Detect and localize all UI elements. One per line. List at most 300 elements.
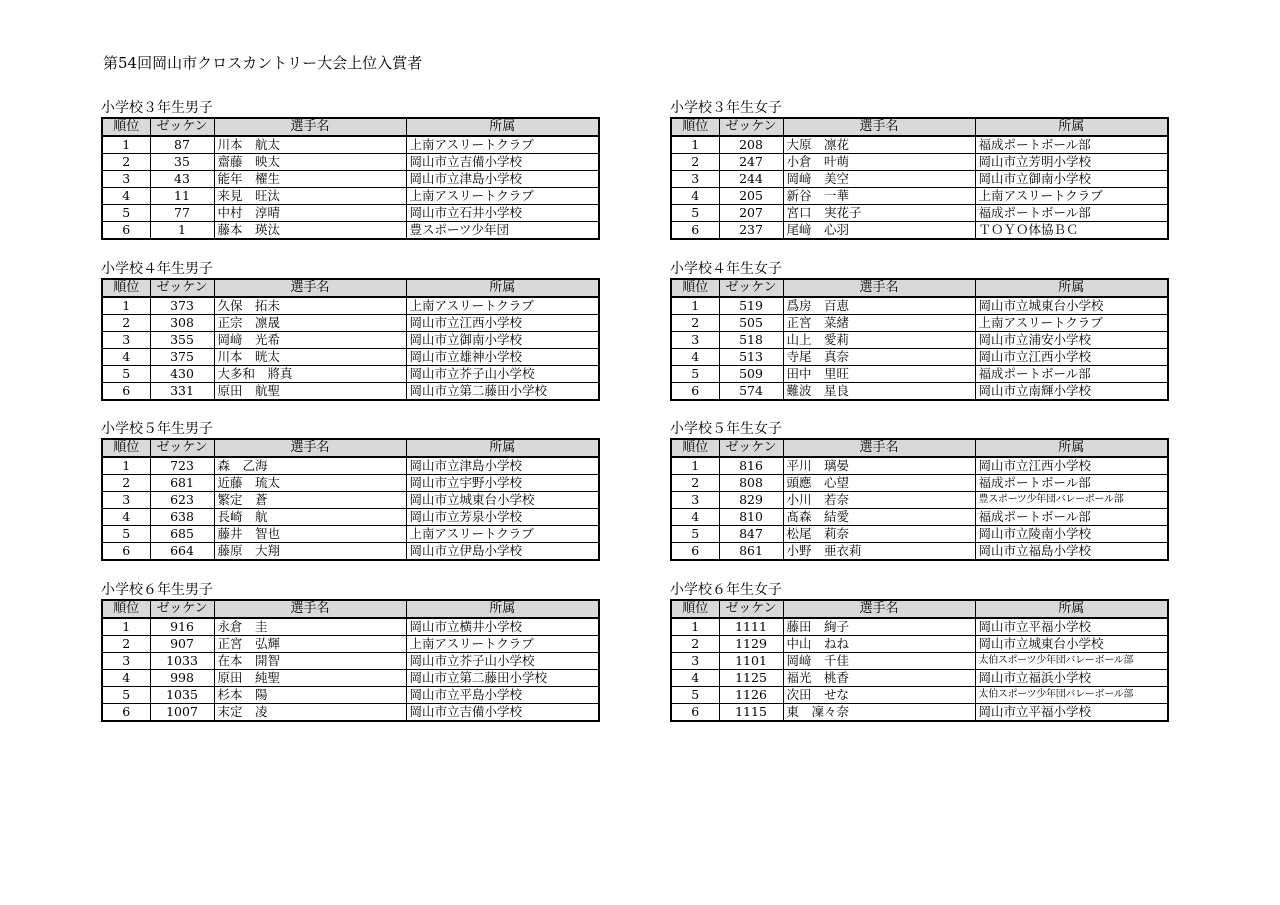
table-row [102,636,599,653]
name-cell: 川本 晄太 [214,349,406,366]
name-cell: 難波 星良 [783,383,975,401]
team-cell: 岡山市立城東台小学校 [975,636,1168,653]
column-header-name: 選手名 [783,600,975,618]
table-row [671,618,1168,636]
rank-cell: 5 [671,366,719,383]
name-cell: 森 乙海 [214,457,406,475]
rank-cell: 5 [102,205,150,222]
bib-cell: 1115 [719,704,783,722]
table-row [102,349,599,366]
bib-cell: 1007 [150,704,214,722]
name-cell: 大原 凛花 [783,136,975,154]
team-cell: 岡山市立江西小学校 [975,457,1168,475]
table-row [102,670,599,687]
name-cell: 岡﨑 光希 [214,332,406,349]
table-row [671,636,1168,653]
rank-cell: 1 [671,136,719,154]
team-cell: 岡山市立津島小学校 [406,457,599,475]
table-row [102,188,599,205]
column-header-rank: 順位 [671,118,719,136]
rank-cell: 5 [671,205,719,222]
bib-cell: 519 [719,297,783,315]
team-cell: 上南アスリートクラブ [406,188,599,205]
category-title: 小学校３年生女子 [670,100,782,116]
name-cell: 在本 開智 [214,653,406,670]
bib-cell: 513 [719,349,783,366]
team-cell: 岡山市立芳泉小学校 [406,509,599,526]
team-cell: 岡山市立福島小学校 [975,543,1168,561]
table-header-row [671,118,1168,136]
column-header-bib: ゼッケン [150,600,214,618]
bib-cell: 1101 [719,653,783,670]
name-cell: 正宮 菜緒 [783,315,975,332]
team-cell: 上南アスリートクラブ [406,136,599,154]
table-header-row [102,118,599,136]
team-cell: 岡山市立吉備小学校 [406,154,599,171]
table-row [671,509,1168,526]
rank-cell: 6 [671,222,719,240]
table-row [671,154,1168,171]
bib-cell: 43 [150,171,214,188]
rank-cell: 2 [102,315,150,332]
result-block [670,100,1167,240]
rank-cell: 4 [671,670,719,687]
table-row [671,526,1168,543]
table-row [671,171,1168,188]
team-cell: 岡山市立第二藤田小学校 [406,670,599,687]
column-header-rank: 順位 [671,279,719,297]
table-header-row [102,279,599,297]
rank-cell: 3 [671,653,719,670]
rank-cell: 1 [102,457,150,475]
name-cell: 東 凜々奈 [783,704,975,722]
bib-cell: 373 [150,297,214,315]
team-cell: 福成ポートボール部 [975,136,1168,154]
name-cell: 中山 ねね [783,636,975,653]
category-title: 小学校５年生男子 [101,421,213,437]
rank-cell: 4 [102,188,150,205]
name-cell: 正宮 弘輝 [214,636,406,653]
rank-cell: 2 [102,154,150,171]
rank-cell: 5 [671,526,719,543]
name-cell: 小倉 叶萌 [783,154,975,171]
name-cell: 山上 愛莉 [783,332,975,349]
result-block [670,261,1167,401]
team-cell: 岡山市立雄神小学校 [406,349,599,366]
table-row [102,383,599,401]
bib-cell: 829 [719,492,783,509]
rank-cell: 4 [671,188,719,205]
team-cell: 豊スポーツ少年団バレーボール部 [975,492,1168,509]
rank-cell: 1 [102,618,150,636]
table-row [671,670,1168,687]
column-header-team: 所属 [406,279,599,297]
name-cell: 来見 旺汰 [214,188,406,205]
team-cell: 岡山市立宇野小学校 [406,475,599,492]
bib-cell: 808 [719,475,783,492]
team-cell: 岡山市立平福小学校 [975,704,1168,722]
table-row [102,297,599,315]
table-row [671,205,1168,222]
table-row [102,366,599,383]
team-cell: 上南アスリートクラブ [975,188,1168,205]
rank-cell: 4 [102,509,150,526]
team-cell: 岡山市立横井小学校 [406,618,599,636]
table-header-row [102,600,599,618]
name-cell: 永倉 圭 [214,618,406,636]
table-row [102,136,599,154]
bib-cell: 87 [150,136,214,154]
team-cell: 岡山市立浦安小学校 [975,332,1168,349]
name-cell: 齋藤 映太 [214,154,406,171]
rank-cell: 4 [102,670,150,687]
results-table [670,438,1169,561]
column-header-bib: ゼッケン [150,439,214,457]
rank-cell: 5 [102,687,150,704]
table-header-row [671,439,1168,457]
rank-cell: 3 [671,171,719,188]
bib-cell: 1 [150,222,214,240]
name-cell: 藤井 智也 [214,526,406,543]
name-cell: 次田 せな [783,687,975,704]
bib-cell: 1126 [719,687,783,704]
table-row [671,222,1168,240]
name-cell: 中村 淳晴 [214,205,406,222]
team-cell: 福成ポートボール部 [975,205,1168,222]
bib-cell: 623 [150,492,214,509]
team-cell: 岡山市立城東台小学校 [406,492,599,509]
column-header-bib: ゼッケン [150,118,214,136]
table-header-row [671,279,1168,297]
name-cell: 原田 純聖 [214,670,406,687]
column-header-bib: ゼッケン [150,279,214,297]
rank-cell: 6 [102,222,150,240]
team-cell: 岡山市立福浜小学校 [975,670,1168,687]
bib-cell: 375 [150,349,214,366]
table-row [102,687,599,704]
bib-cell: 916 [150,618,214,636]
rank-cell: 4 [671,509,719,526]
bib-cell: 681 [150,475,214,492]
rank-cell: 3 [102,171,150,188]
rank-cell: 2 [671,315,719,332]
table-row [671,543,1168,561]
column-header-rank: 順位 [102,439,150,457]
column-header-team: 所属 [975,600,1168,618]
team-cell: 岡山市立平島小学校 [406,687,599,704]
team-cell: 福成ポートボール部 [975,509,1168,526]
name-cell: 福光 桃香 [783,670,975,687]
team-cell: 上南アスリートクラブ [406,526,599,543]
bib-cell: 205 [719,188,783,205]
team-cell: 上南アスリートクラブ [406,297,599,315]
column-header-bib: ゼッケン [719,439,783,457]
bib-cell: 308 [150,315,214,332]
table-row [671,383,1168,401]
bib-cell: 11 [150,188,214,205]
result-block [101,100,598,240]
team-cell: 上南アスリートクラブ [975,315,1168,332]
name-cell: 髙森 結愛 [783,509,975,526]
result-block [670,582,1167,722]
rank-cell: 1 [671,457,719,475]
bib-cell: 1033 [150,653,214,670]
table-row [102,526,599,543]
name-cell: 末定 凌 [214,704,406,722]
team-cell: 岡山市立芥子山小学校 [406,366,599,383]
bib-cell: 998 [150,670,214,687]
bib-cell: 847 [719,526,783,543]
column-header-rank: 順位 [102,600,150,618]
team-cell: 岡山市立江西小学校 [975,349,1168,366]
rank-cell: 6 [102,383,150,401]
column-header-team: 所属 [975,439,1168,457]
table-row [671,349,1168,366]
name-cell: 能年 櫂生 [214,171,406,188]
rank-cell: 2 [671,154,719,171]
bib-cell: 237 [719,222,783,240]
name-cell: 近藤 琉太 [214,475,406,492]
rank-cell: 2 [102,475,150,492]
category-title: 小学校５年生女子 [670,421,782,437]
result-block [101,421,598,561]
table-row [102,475,599,492]
name-cell: 頭應 心望 [783,475,975,492]
result-block [101,582,598,722]
team-cell: 岡山市立芳明小学校 [975,154,1168,171]
table-header-row [102,439,599,457]
bib-cell: 907 [150,636,214,653]
name-cell: 繁定 蒼 [214,492,406,509]
bib-cell: 35 [150,154,214,171]
name-cell: 宮口 実花子 [783,205,975,222]
bib-cell: 331 [150,383,214,401]
results-table [101,599,600,722]
results-table [670,278,1169,401]
table-row [102,492,599,509]
name-cell: 藤本 瑛汰 [214,222,406,240]
name-cell: 川本 航太 [214,136,406,154]
rank-cell: 6 [102,543,150,561]
team-cell: 岡山市立南輝小学校 [975,383,1168,401]
name-cell: 杉本 陽 [214,687,406,704]
table-header-row [671,600,1168,618]
column-header-name: 選手名 [783,118,975,136]
results-table [101,278,600,401]
category-title: 小学校３年生男子 [101,100,213,116]
category-title: 小学校６年生女子 [670,582,782,598]
team-cell: 岡山市立御南小学校 [975,171,1168,188]
name-cell: 新谷 一華 [783,188,975,205]
bib-cell: 77 [150,205,214,222]
table-row [671,188,1168,205]
name-cell: 原田 航聖 [214,383,406,401]
results-table [101,438,600,561]
team-cell: 岡山市立津島小学校 [406,171,599,188]
category-title: 小学校６年生男子 [101,582,213,598]
column-header-bib: ゼッケン [719,279,783,297]
bib-cell: 355 [150,332,214,349]
team-cell: 福成ポートボール部 [975,366,1168,383]
rank-cell: 1 [102,136,150,154]
name-cell: 小川 若奈 [783,492,975,509]
result-block [101,261,598,401]
table-row [671,315,1168,332]
team-cell: 太伯スポーツ少年団バレーボール部 [975,653,1168,670]
table-row [671,457,1168,475]
rank-cell: 2 [102,636,150,653]
rank-cell: 6 [671,704,719,722]
name-cell: 大多和 將真 [214,366,406,383]
results-table [101,117,600,240]
column-header-team: 所属 [975,279,1168,297]
name-cell: 久保 拓未 [214,297,406,315]
rank-cell: 5 [671,687,719,704]
team-cell: 岡山市立第二藤田小学校 [406,383,599,401]
bib-cell: 638 [150,509,214,526]
results-table [670,599,1169,722]
table-row [671,136,1168,154]
team-cell: 福成ポートボール部 [975,475,1168,492]
column-header-name: 選手名 [783,279,975,297]
bib-cell: 244 [719,171,783,188]
bib-cell: 518 [719,332,783,349]
name-cell: 爲房 百恵 [783,297,975,315]
rank-cell: 2 [671,475,719,492]
table-row [102,653,599,670]
team-cell: 豊スポーツ少年団 [406,222,599,240]
table-row [102,171,599,188]
table-row [671,366,1168,383]
rank-cell: 4 [102,349,150,366]
team-cell: 岡山市立平福小学校 [975,618,1168,636]
bib-cell: 861 [719,543,783,561]
bib-cell: 574 [719,383,783,401]
bib-cell: 723 [150,457,214,475]
column-header-name: 選手名 [214,600,406,618]
rank-cell: 3 [102,492,150,509]
bib-cell: 505 [719,315,783,332]
table-row [102,154,599,171]
rank-cell: 6 [671,543,719,561]
team-cell: 岡山市立吉備小学校 [406,704,599,722]
team-cell: 岡山市立江西小学校 [406,315,599,332]
column-header-team: 所属 [406,439,599,457]
rank-cell: 1 [671,618,719,636]
table-row [102,543,599,561]
table-row [671,687,1168,704]
rank-cell: 3 [102,332,150,349]
name-cell: 藤原 大翔 [214,543,406,561]
bib-cell: 430 [150,366,214,383]
category-title: 小学校４年生男子 [101,261,213,277]
team-cell: 岡山市立伊島小学校 [406,543,599,561]
category-title: 小学校４年生女子 [670,261,782,277]
column-header-team: 所属 [406,118,599,136]
table-row [102,457,599,475]
name-cell: 平川 璃晏 [783,457,975,475]
team-cell: 上南アスリートクラブ [406,636,599,653]
bib-cell: 1035 [150,687,214,704]
rank-cell: 3 [671,492,719,509]
bib-cell: 810 [719,509,783,526]
table-row [102,222,599,240]
column-header-name: 選手名 [214,279,406,297]
team-cell: 岡山市立石井小学校 [406,205,599,222]
table-row [102,509,599,526]
column-header-team: 所属 [406,600,599,618]
result-block [670,421,1167,561]
rank-cell: 5 [102,526,150,543]
team-cell: 太伯スポーツ少年団バレーボール部 [975,687,1168,704]
rank-cell: 6 [102,704,150,722]
bib-cell: 685 [150,526,214,543]
name-cell: 松尾 莉奈 [783,526,975,543]
results-table [670,117,1169,240]
table-row [671,653,1168,670]
column-header-bib: ゼッケン [719,600,783,618]
table-row [671,704,1168,722]
name-cell: 岡﨑 千佳 [783,653,975,670]
name-cell: 尾﨑 心羽 [783,222,975,240]
column-header-team: 所属 [975,118,1168,136]
name-cell: 寺尾 真奈 [783,349,975,366]
bib-cell: 208 [719,136,783,154]
team-cell: 岡山市立城東台小学校 [975,297,1168,315]
name-cell: 藤田 絢子 [783,618,975,636]
team-cell: ＴＯＹＯ体協ＢＣ [975,222,1168,240]
rank-cell: 4 [671,349,719,366]
bib-cell: 664 [150,543,214,561]
team-cell: 岡山市立芥子山小学校 [406,653,599,670]
rank-cell: 6 [671,383,719,401]
bib-cell: 247 [719,154,783,171]
bib-cell: 509 [719,366,783,383]
bib-cell: 816 [719,457,783,475]
column-header-name: 選手名 [214,439,406,457]
bib-cell: 1111 [719,618,783,636]
rank-cell: 1 [102,297,150,315]
bib-cell: 207 [719,205,783,222]
rank-cell: 2 [671,636,719,653]
table-row [102,315,599,332]
name-cell: 正宗 凛晟 [214,315,406,332]
column-header-name: 選手名 [214,118,406,136]
rank-cell: 1 [671,297,719,315]
table-row [671,475,1168,492]
column-header-bib: ゼッケン [719,118,783,136]
page-title: 第54回岡山市クロスカントリー大会上位入賞者 [103,54,423,72]
table-row [102,332,599,349]
column-header-rank: 順位 [102,279,150,297]
name-cell: 田中 里旺 [783,366,975,383]
table-row [102,618,599,636]
column-header-name: 選手名 [783,439,975,457]
bib-cell: 1125 [719,670,783,687]
table-row [671,332,1168,349]
table-row [102,205,599,222]
table-row [671,297,1168,315]
name-cell: 小野 亜衣莉 [783,543,975,561]
table-row [102,704,599,722]
rank-cell: 3 [671,332,719,349]
column-header-rank: 順位 [671,439,719,457]
team-cell: 岡山市立陵南小学校 [975,526,1168,543]
column-header-rank: 順位 [102,118,150,136]
rank-cell: 3 [102,653,150,670]
rank-cell: 5 [102,366,150,383]
bib-cell: 1129 [719,636,783,653]
